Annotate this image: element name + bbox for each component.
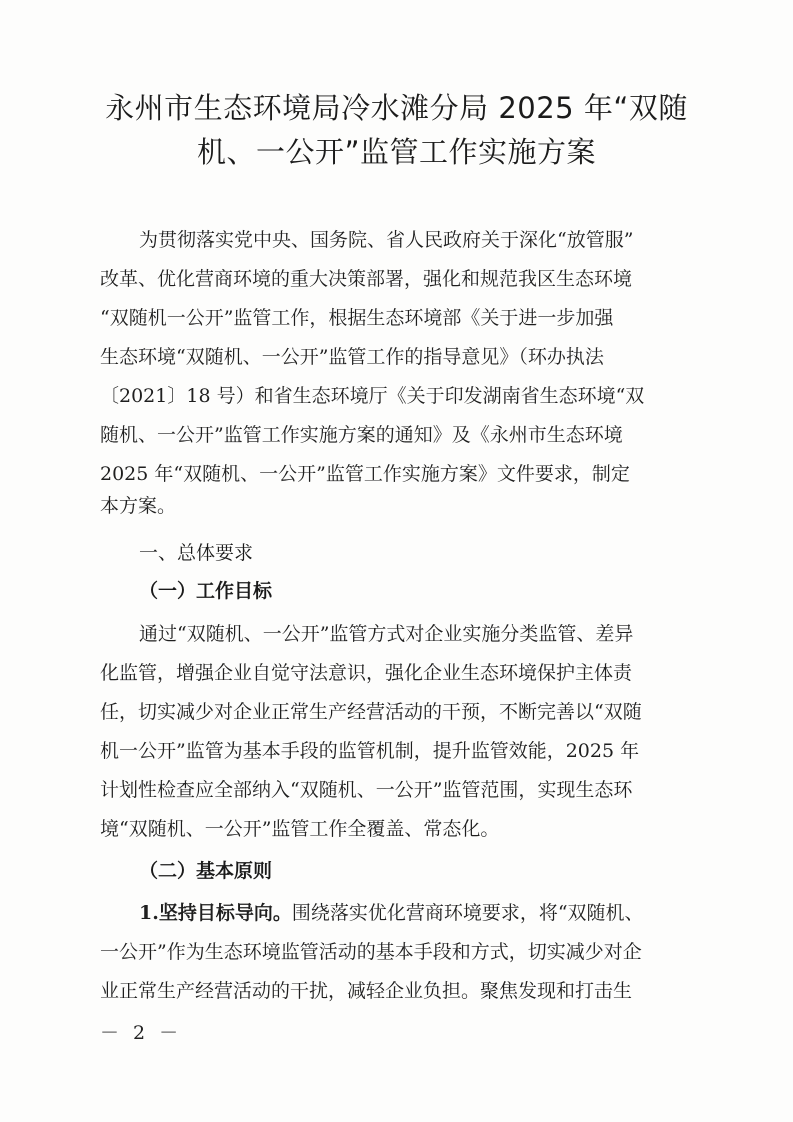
principle-text: 围绕落实优化营商环境要求，将“双随机、 [291,902,644,924]
page-number: － 2 － [100,1022,183,1044]
intro-line: “双随机一公开”监管工作，根据生态环境部《关于进一步加强 [100,307,614,329]
goals-line: 计划性检查应全部纳入“双随机、一公开”监管范围，实现生态环 [100,779,633,801]
principle-lead: 1.坚持目标导向。 [139,902,292,924]
principle-line: 一公开”作为生态环境监管活动的基本手段和方式，切实减少对企 [100,941,642,963]
document-title-line-1: 永州市生态环境局冷水滩分局 2025 年“双随 [105,91,688,125]
goals-line: 通过“双随机、一公开”监管方式对企业实施分类监管、差异 [139,623,634,645]
section-heading: 一、总体要求 [139,542,254,564]
subsection-heading-goals: （一）工作目标 [139,580,273,602]
intro-line: 本方案。 [100,495,177,517]
intro-line: 〔2021〕18 号）和省生态环境厅《关于印发湖南省生态环境“双 [100,385,645,407]
intro-line: 为贯彻落实党中央、国务院、省人民政府关于深化“放管服” [139,229,634,251]
principle-line: 业正常生产经营活动的干扰，减轻企业负担。聚焦发现和打击生 [100,980,633,1002]
goals-line: 机一公开”监管为基本手段的监管机制，提升监管效能，2025 年 [100,740,640,762]
subsection-heading-principles: （二）基本原则 [139,860,273,882]
intro-line: 改革、优化营商环境的重大决策部署，强化和规范我区生态环境 [100,268,633,290]
goals-line: 化监管，增强企业自觉守法意识，强化企业生态环境保护主体责 [100,662,633,684]
goals-line: 任，切实减少对企业正常生产经营活动的干预，不断完善以“双随 [100,701,642,723]
document-title-line-2: 机、一公开”监管工作实施方案 [196,135,597,169]
goals-line: 境“双随机、一公开”监管工作全覆盖、常态化。 [100,818,500,840]
intro-line: 2025 年“双随机、一公开”监管工作实施方案》文件要求，制定 [100,463,630,485]
principle-line [139,893,644,933]
intro-line: 随机、一公开”监管工作实施方案的通知》及《永州市生态环境 [100,424,623,446]
intro-line: 生态环境“双随机、一公开”监管工作的指导意见》（环办执法 [100,346,604,368]
